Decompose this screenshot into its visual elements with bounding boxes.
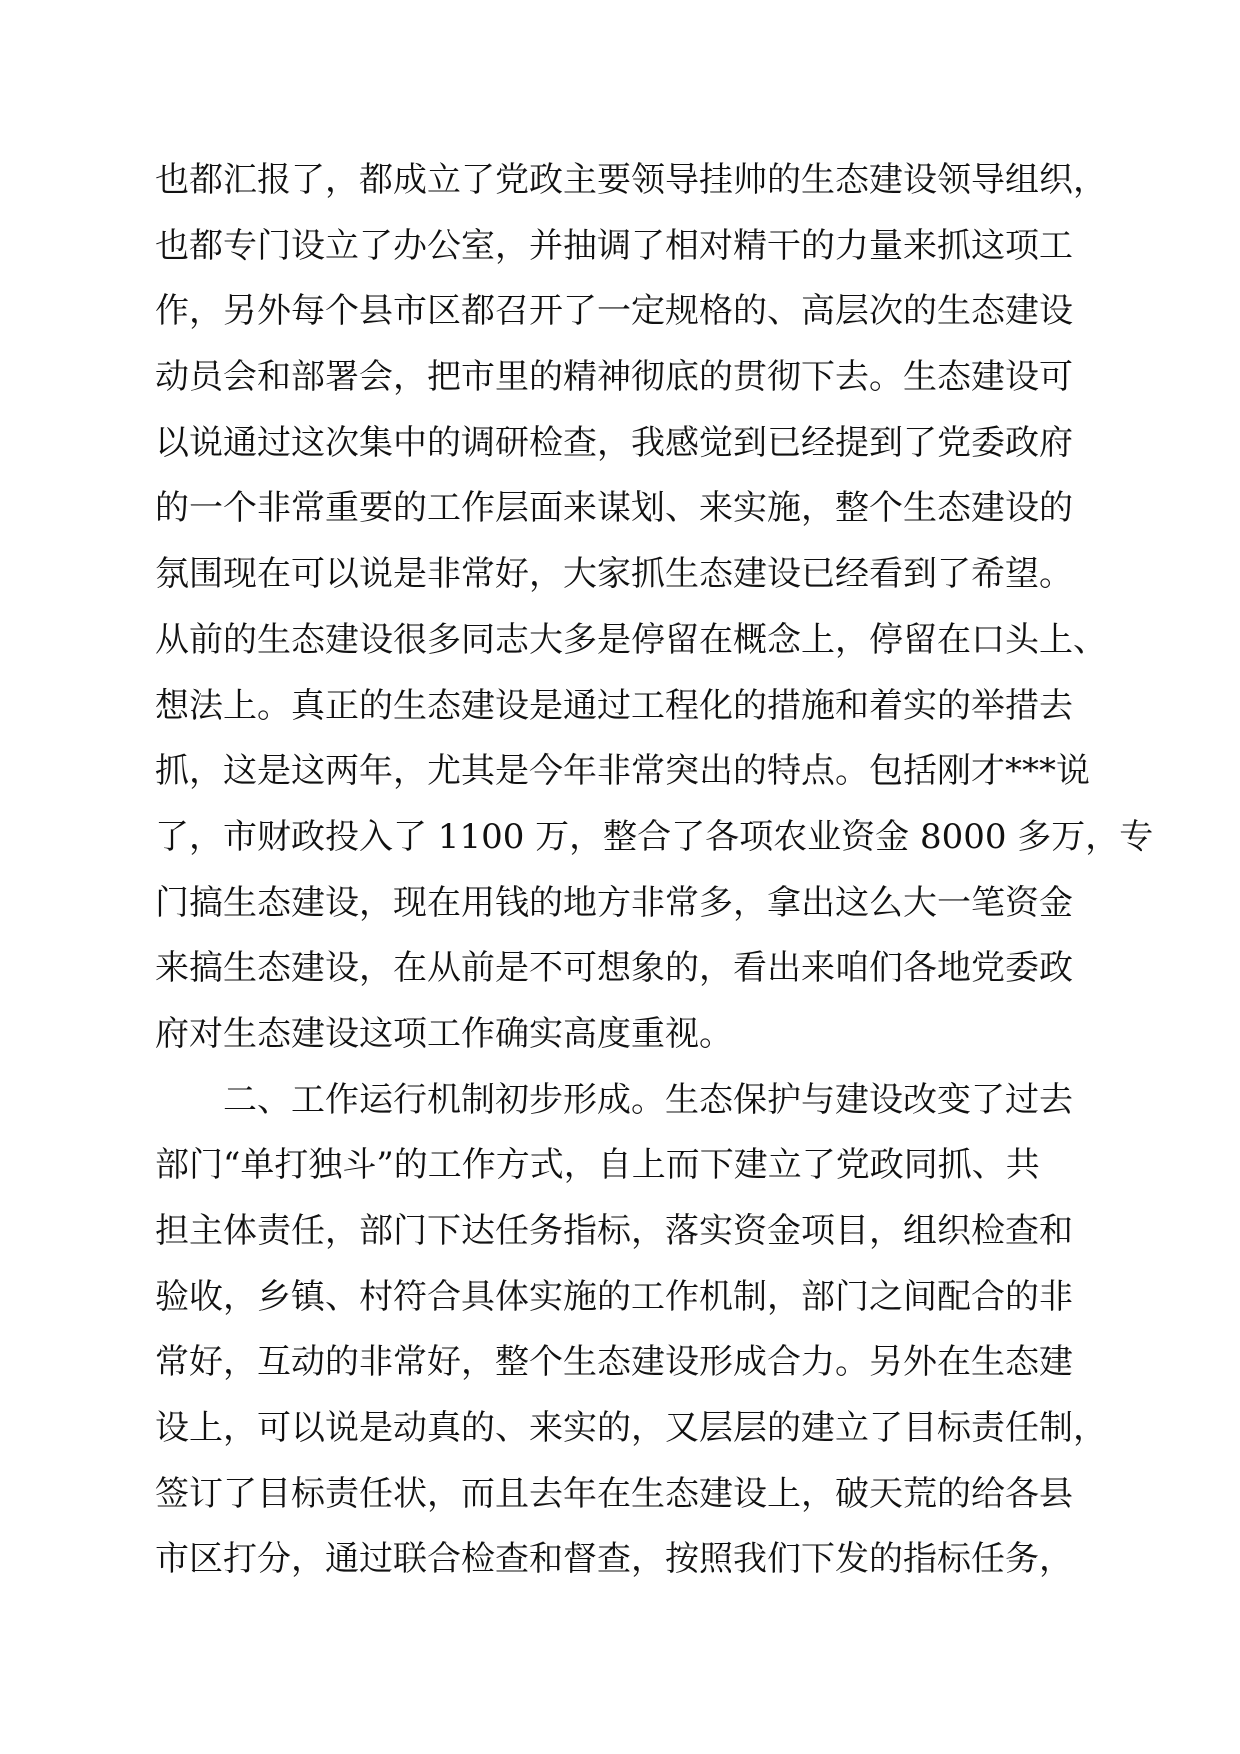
text-line: 担主体责任，部门下达任务指标，落实资金项目，组织检查和 [155,1211,1073,1251]
text-line: 设上，可以说是动真的、来实的，又层层的建立了目标责任制， [155,1408,1107,1449]
text-line: 抓，这是这两年，尤其是今年非常突出的特点。包括刚才***说 [155,751,1090,792]
text-line: 部门“单打独斗”的工作方式，自上而下建立了党政同抓、共 [155,1145,1040,1186]
text-line: 的一个非常重要的工作层面来谋划、来实施，整个生态建设的 [155,488,1073,529]
text-line: 常好，互动的非常好，整个生态建设形成合力。另外在生态建 [155,1342,1073,1383]
text-line: 签订了目标责任状，而且去年在生态建设上，破天荒的给各县 [155,1473,1073,1514]
text-line: 门搞生态建设，现在用钱的地方非常多，拿出这么大一笔资金 [155,882,1073,923]
text-line: 也都汇报了，都成立了党政主要领导挂帅的生态建设领导组织， [155,160,1107,200]
text-line: 验收，乡镇、村符合具体实施的工作机制，部门之间配合的非 [155,1276,1073,1317]
text-line: 想法上。真正的生态建设是通过工程化的措施和着实的举措去 [155,685,1073,726]
text-line: 了，市财政投入了 1100 万，整合了各项农业资金 8000 多万，专 [155,816,1154,857]
text-line: 府对生态建设这项工作确实高度重视。 [155,1013,733,1054]
text-line: 动员会和部署会，把市里的精神彻底的贯彻下去。生态建设可 [155,357,1073,398]
text-line: 来搞生态建设，在从前是不可想象的，看出来咱们各地党委政 [155,948,1073,989]
text-line: 以说通过这次集中的调研检查，我感觉到已经提到了党委政府 [155,422,1073,463]
text-line: 也都专门设立了办公室，并抽调了相对精干的力量来抓这项工 [155,225,1073,266]
body-text [155,148,1154,1593]
text-line: 氛围现在可以说是非常好，大家抓生态建设已经看到了希望。 [155,554,1073,595]
text-line: 从前的生态建设很多同志大多是停留在概念上，停留在口头上、 [155,619,1107,660]
section-heading-line: 二、工作运行机制初步形成。生态保护与建设改变了过去 [223,1079,1073,1120]
text-line: 市区打分，通过联合检查和督查，按照我们下发的指标任务， [155,1539,1073,1580]
text-line: 作，另外每个县市区都召开了一定规格的、高层次的生态建设 [155,291,1073,332]
